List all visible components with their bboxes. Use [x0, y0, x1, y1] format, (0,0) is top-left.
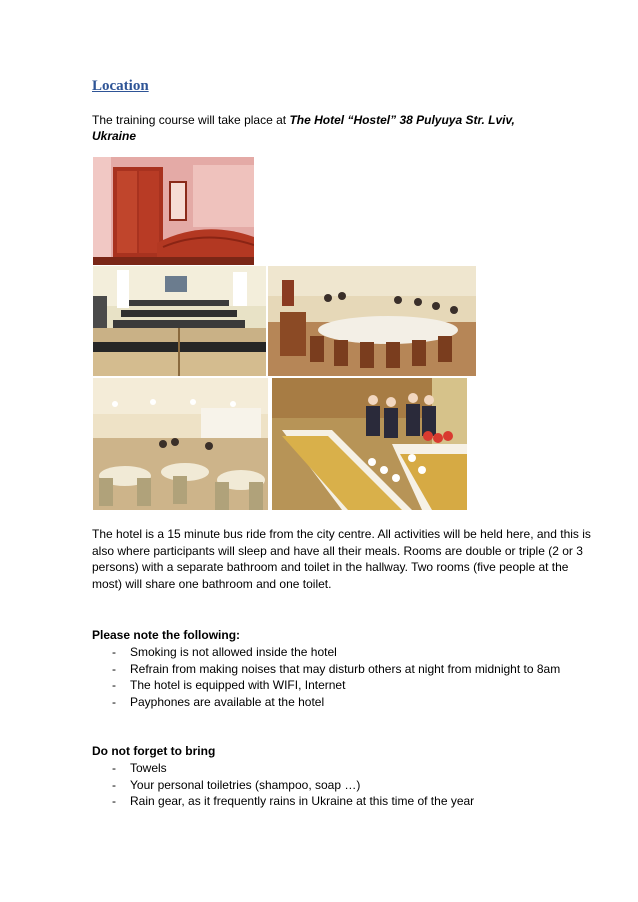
list-item: - Towels — [92, 760, 572, 777]
venue-address: The Hotel “Hostel” 38 Pulyuya Str. Lviv, Ukraine — [92, 113, 515, 143]
list-item: - Rain gear, as it frequently rains in Ukraine at this time of the year — [92, 793, 572, 810]
classroom-photo — [93, 266, 266, 376]
list-item: - Payphones are available at the hotel — [92, 694, 572, 711]
section-heading: Location — [92, 78, 149, 94]
list-item: - Refrain from making noises that may disturb others at night from midnight to 8am — [92, 661, 572, 678]
banquet-hall-photo — [93, 378, 268, 510]
note-title: Please note the following: — [92, 628, 241, 642]
conference-hall-photo — [268, 266, 476, 376]
bedroom-photo — [93, 157, 254, 265]
note-list — [92, 644, 572, 710]
intro-prefix: The training course will take place at — [92, 113, 290, 127]
bring-list — [92, 760, 572, 810]
buffet-photo — [272, 378, 467, 510]
list-item: - Smoking is not allowed inside the hotel — [92, 644, 572, 661]
list-item: - Your personal toiletries (shampoo, soap …) — [92, 777, 572, 794]
hotel-description: The hotel is a 15 minute bus ride from the city centre. All activities will be held here, and this is also where participants will sleep and have all their meals. Rooms are double or triple (2 or 3 persons) with a separate bathroom and toilet in the hallway. Two rooms (five people at the most) will share one bathroom and one toilet. — [92, 527, 591, 591]
intro-paragraph — [92, 112, 562, 144]
bring-title: Do not forget to bring — [92, 744, 216, 758]
list-item: - The hotel is equipped with WIFI, Internet — [92, 677, 572, 694]
